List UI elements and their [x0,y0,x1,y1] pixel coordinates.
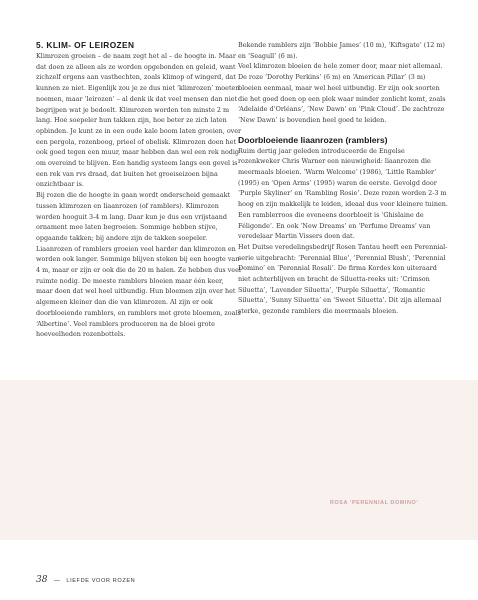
page-footer [36,569,135,587]
body-paragraph: Bekende ramblers zijn ‘Bobbie James’ (10 m), ‘Kiftsgate’ (12 m) en ‘Seagull’ (6 m). [238,41,445,60]
subsection-heading: Doorbloeiende liaanrozen (ramblers) [238,134,388,145]
body-paragraph: Ruim dertig jaar geleden introduceerde de Engelse rozenkweker Chris Warner een nieuwigheid: liaanrozen die meermaals bloeien. ‘Warm Welcome’ (1986), ‘Little Rambler’ (1995) en ‘Open Arms’ (1995) waren de eerste. Gevolgd door ‘Purple Skyliner’ en ‘Rambling Rosie’. Deze rozen worden 2-3 m hoog en zijn makkelijk te leiden, ideaal dus voor kleinere tuinen. [238,146,448,209]
body-paragraph: Klimrozen groeien – de naam zegt het al – de hoogte in. Maar dat doen ze alleen als ze worden opgebonden en geleid, want zichzelf ergens aan vasthechten, zoals klimop of wingerd, dat kunnen ze niet. Eigenlijk zou je ze dus niet ‘klimrozen’ moeten noemen, maar ‘leirozen’ – al denk ik dat veel mensen dan niet begrijpen wat je bedoelt. Klimrozen worden ten minste 2 m lang. Hoe soepeler hun takken zijn, hoe beter ze zich laten opbinden. Je kunt ze in een oude kale boom laten groeien, over een pergola, rozenboog, prieel of obelisk. Klimrozen doen het ook goed tegen een muur, maar hebben dan wel een rek nodig om overeind te blijven. Een handig systeem langs een gevel is een rek van rvs draad, dat buiten het groeiseizoen bijna onzichtbaar is. [36,52,242,189]
book-title: LIEFDE VOOR ROZEN [66,578,136,584]
body-paragraph: Het Duitse veredelingsbedrijf Rosen Tantau heeft een Perennial-serie uitgebracht: ‘Perennial Blue’, ‘Perennial Blush’, ‘Perennial Domino’ en ‘Perennial Rosali’. De firma Kordes kon uiteraard niet achterblijven en bracht de Siluetta-reeks uit: ‘Crimson Siluetta’, ‘Lavender Siluetta’, ‘Purple Siluetta’, ‘Romantic Siluetta’, ‘Sunny Siluetta’ en ‘Sweet Siluetta’. Dit zijn allemaal sterke, gezonde ramblers die meermaals bloeien. [238,242,448,316]
page-number: 38 [36,575,48,585]
photo-caption: ROSA ‘PERENNIAL DOMINO’ [330,500,419,506]
image-placeholder-band [0,380,478,540]
right-column [238,40,448,317]
body-paragraph: Bij rozen die de hoogte in gaan wordt onderscheid gemaakt tussen klimrozen en liaanrozen (of ramblers). Klimrozen worden hooguit 3-4 m lang. Daar kun je dus een vrijstaand ornament mee laten begroeien. Sommige hebben stijve, opgaande takken; bij andere zijn de takken soepeler. Liaanrozen of ramblers groeien veel harder dan klimrozen en worden ook langer. Sommige blijven steken bij een hoogte van 4 m, maar er zijn er ook die de 20 m halen. Ze hebben dus veel ruimte nodig. De meeste ramblers bloeien maar één keer, maar doen dat wel heel uitbundig. Hun bloemen zijn over het algemeen kleiner dan die van klimrozen. Al zijn er ook doorbloeiende ramblers, en ramblers met grote bloemen, zoals ‘Albertine’. Veel ramblers produceren na de bloei grote hoeveelheden rozenbottels. [36,191,241,339]
footer-dash: — [53,578,60,584]
left-column [36,40,242,340]
body-paragraph: Een ramblerroos die eveneens doorbloeit is ‘Ghislaine de Féligonde’. En ook ‘New Dreams’ en ‘Perfume Dreams’ van veredelaar Martin Vissers doen dat. [238,210,431,241]
body-paragraph: Veel klimrozen bloeien de hele zomer door, maar niet allemaal. De roze ‘Dorothy Perkins’ (6 m) en ‘American Pillar’ (3 m) bloeien eenmaal, maar wel heel uitbundig. Er zijn ook soorten die het goed doen op een plek waar minder zonlicht komt, zoals ‘Adelaide d’Orléans’, ‘New Dawn’ en ‘Pink Cloud’. De zachtroze ‘New Dawn’ is bovendien heel goed te leiden. [238,62,446,124]
section-heading: 5. KLIM- OF LEIROZEN [36,40,135,50]
